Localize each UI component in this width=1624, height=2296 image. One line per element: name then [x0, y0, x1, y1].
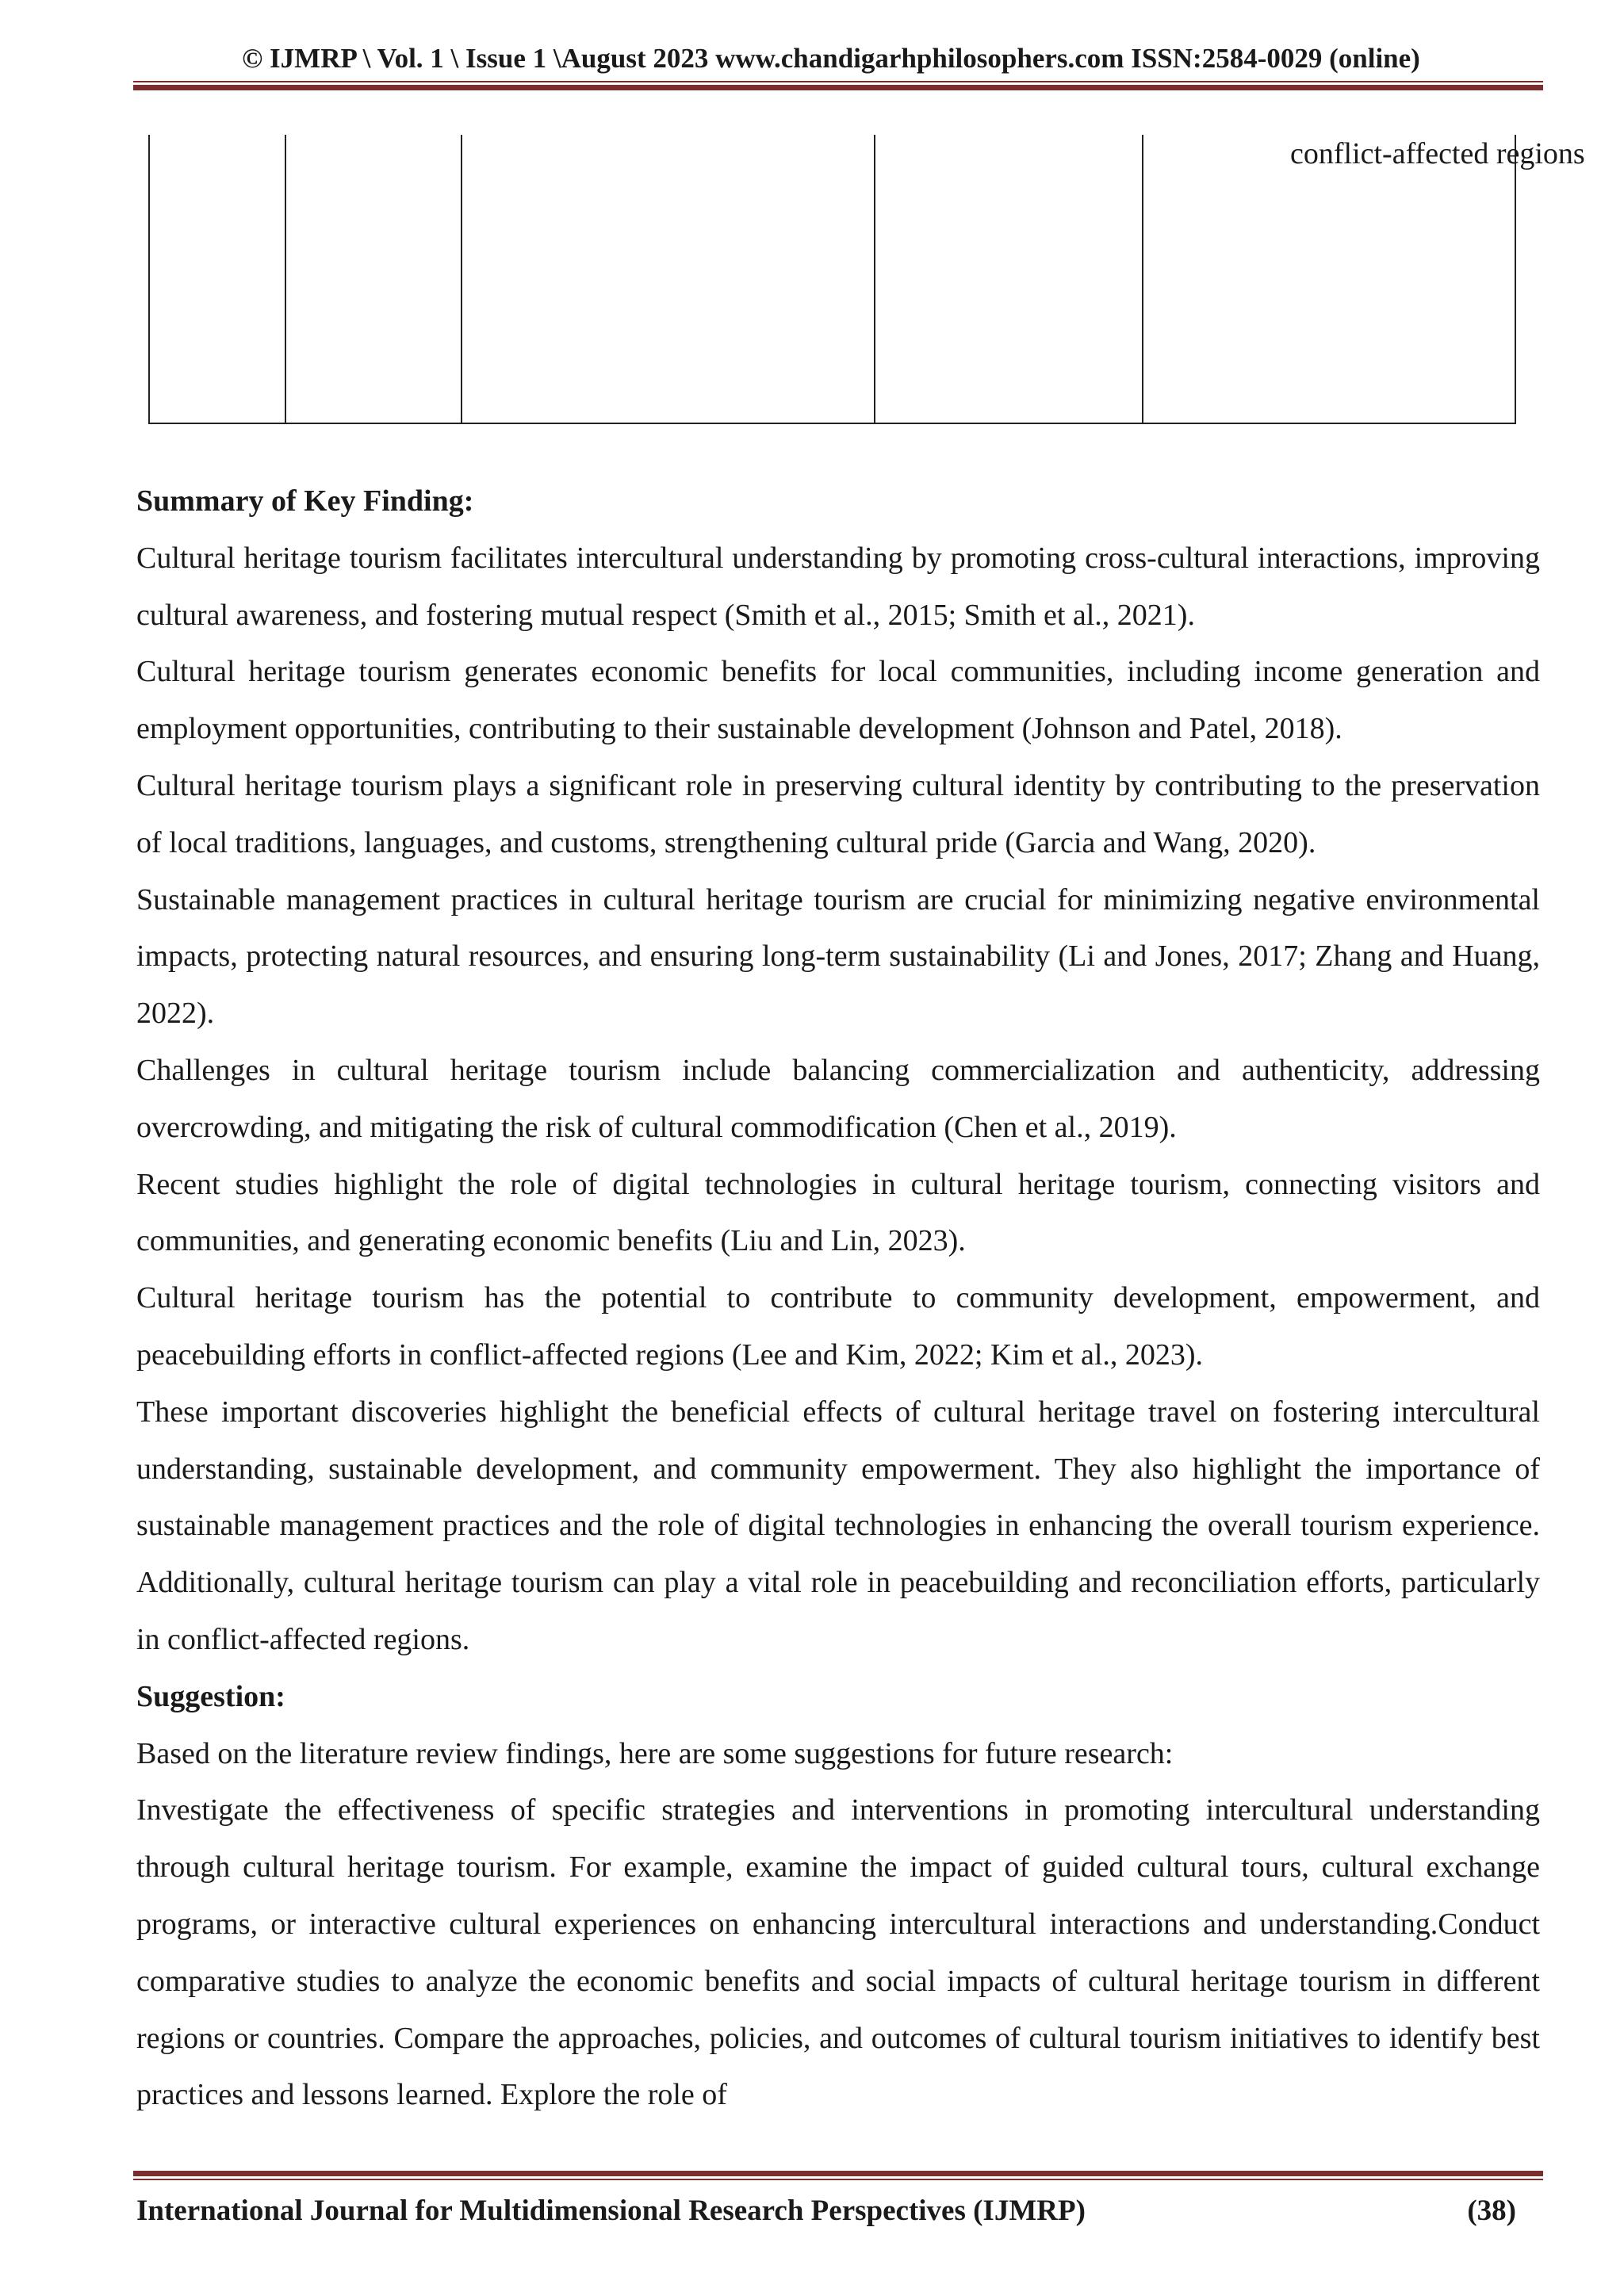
- body-paragraph: Investigate the effectiveness of specific strategies and interventions in promoting intercultural understanding through cultural heritage tourism. For example, examine the impact of guided cultural tours, cultural exchange programs, or interactive cultural experiences on enhancing intercultural interactions and understanding.Conduct comparative studies to analyze the economic benefits and social impacts of cultural heritage tourism in different regions or countries. Compare the approaches, policies, and outcomes of cultural tourism initiatives to identify best practices and lessons learned. Explore the role of: [136, 1793, 1540, 2112]
- header-rule-thin: [133, 81, 1543, 82]
- table-column-divider: [1142, 135, 1143, 423]
- section-heading-suggestion: Suggestion:: [136, 1679, 285, 1713]
- body-paragraph: Sustainable management practices in cultural heritage tourism are crucial for minimizing negative environmental impacts, protecting natural resources, and ensuring long-term sustainability (Li and Jones, 2017; Zhang and Huang, 2022).: [136, 882, 1540, 1031]
- body-paragraph: Cultural heritage tourism has the potential to contribute to community development, empowerment, and peacebuilding efforts in conflict-affected regions (Lee and Kim, 2022; Kim et al., 2023).: [136, 1281, 1540, 1372]
- journal-name: International Journal for Multidimensional Research Perspectives (IJMRP): [136, 2195, 1086, 2227]
- running-header: © IJMRP \ Vol. 1 \ Issue 1 \August 2023 www.chandigarhphilosophers.com ISSN:2584-0029 (online): [242, 43, 1420, 74]
- body-paragraph: Cultural heritage tourism facilitates intercultural understanding by promoting cross-cultural interactions, improving cultural awareness, and fostering mutual respect (Smith et al., 2015; Smith et al., 2021).: [136, 541, 1540, 632]
- footer-rule-thin: [133, 2179, 1543, 2180]
- continued-table: [148, 135, 1585, 424]
- body-paragraph: Cultural heritage tourism generates economic benefits for local communities, including income generation and employment opportunities, contributing to their sustainable development (Johnson and Patel, 2018).: [136, 655, 1540, 746]
- body-content: [136, 473, 1540, 2124]
- body-paragraph: Cultural heritage tourism plays a significant role in preserving cultural identity by contributing to the preservation of local traditions, languages, and customs, strengthening cultural pride (Garcia and Wang, 2020).: [136, 768, 1540, 859]
- footer-rule-thick: [133, 2171, 1543, 2176]
- table-column-divider: [461, 135, 462, 423]
- body-paragraph: These important discoveries highlight the beneficial effects of cultural heritage travel on fostering intercultural understanding, sustainable development, and community empowerment. They also highlight the importance of sustainable management practices and the role of digital technologies in enhancing the overall tourism experience. Additionally, cultural heritage tourism can play a vital role in peacebuilding and reconciliation efforts, particularly in conflict-affected regions.: [136, 1395, 1540, 1656]
- section-heading-summary: Summary of Key Finding:: [136, 484, 474, 518]
- table-column-divider: [874, 135, 875, 423]
- page-number: (38): [1467, 2195, 1516, 2227]
- header-rule-thick: [133, 85, 1543, 90]
- body-paragraph: Based on the literature review findings, here are some suggestions for future research:: [136, 1736, 1174, 1770]
- body-paragraph: Recent studies highlight the role of digital technologies in cultural heritage tourism, connecting visitors and communities, and generating economic benefits (Liu and Lin, 2023).: [136, 1167, 1540, 1258]
- table-column-divider: [285, 135, 286, 423]
- body-paragraph: Challenges in cultural heritage tourism include balancing commercialization and authenticity, addressing overcrowding, and mitigating the risk of cultural commodification (Chen et al., 2019).: [136, 1053, 1540, 1144]
- table-cell-text: conflict-affected regions: [1290, 137, 1585, 170]
